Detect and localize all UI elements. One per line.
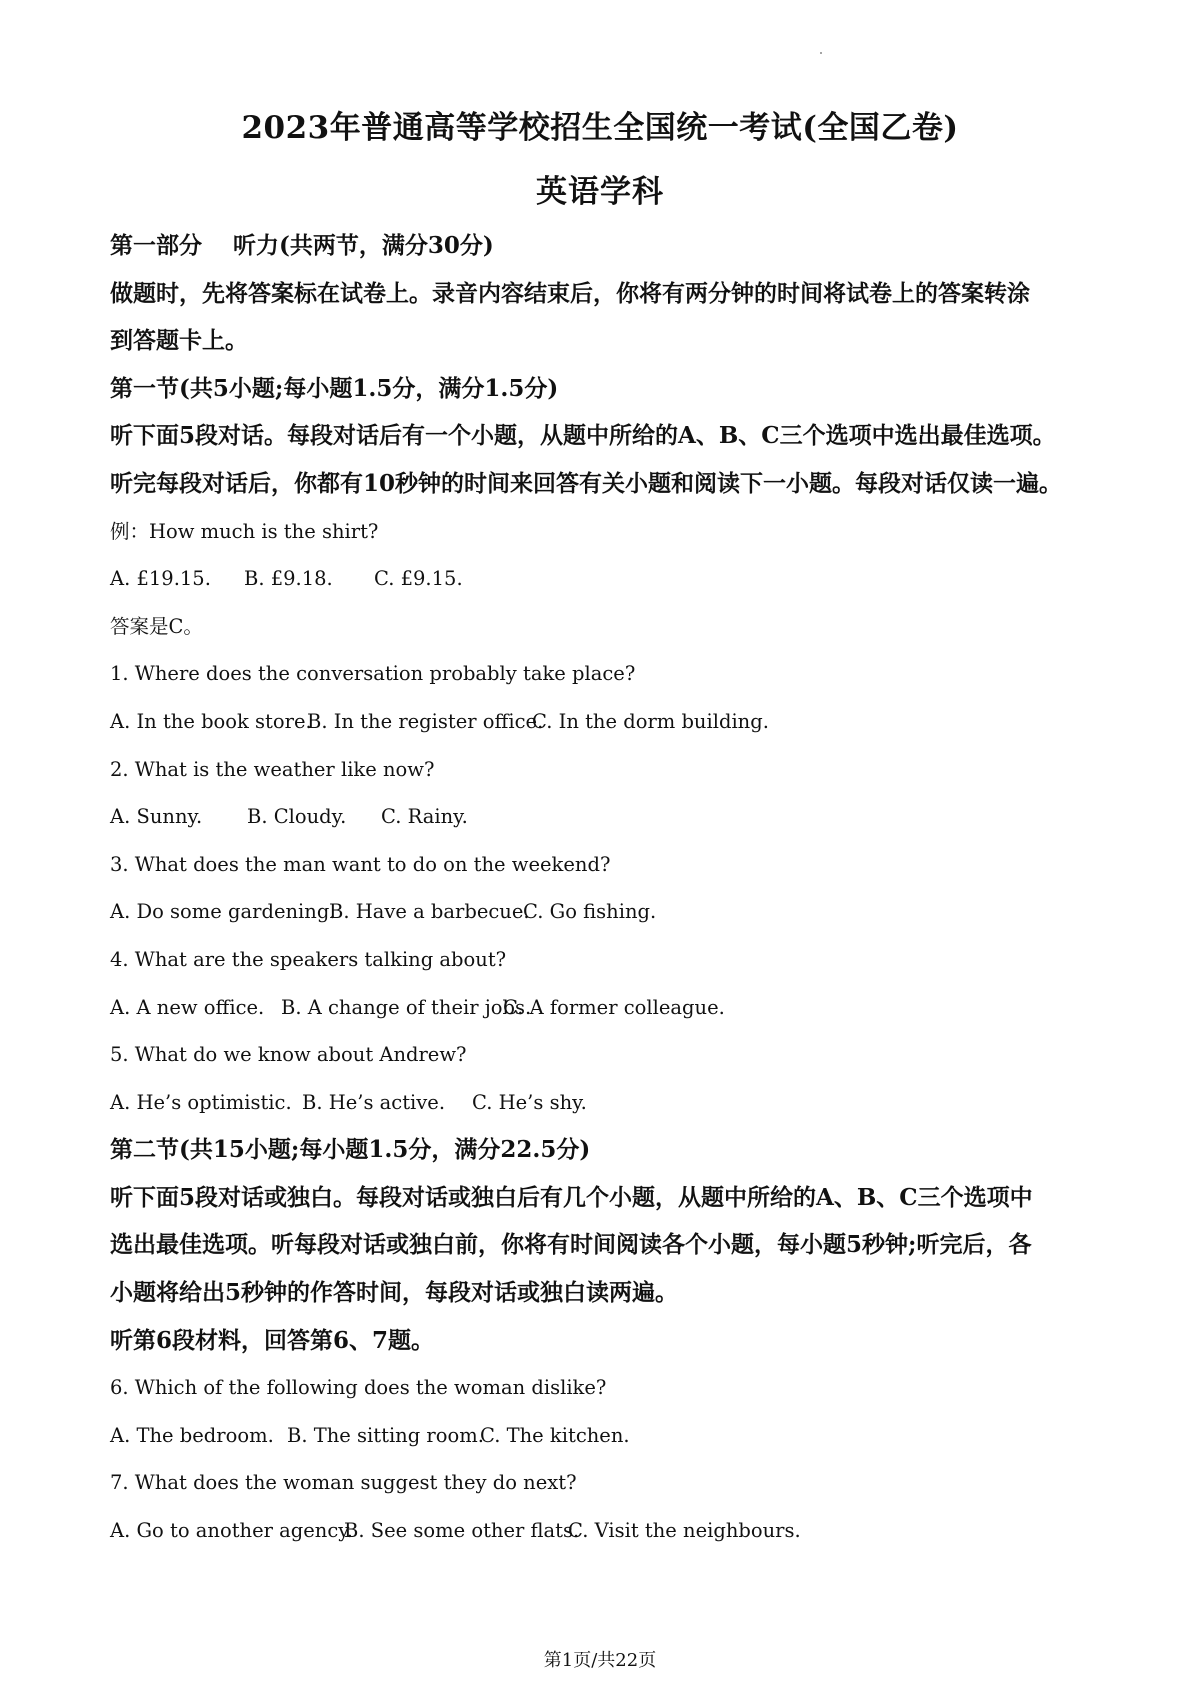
section1-instruction-line: 听下面5段对话。每段对话后有一个小题，从题中所给的A、B、C三个选项中选出最佳选项。 [110, 422, 1056, 450]
part1-instruction-line: 做题时，先将答案标在试卷上。录音内容结束后，你将有两分钟的时间将试卷上的答案转涂 [110, 279, 1030, 307]
option-a: A. A new office. [110, 995, 265, 1019]
question-text: 2. What is the weather like now? [110, 757, 435, 781]
section1-heading: 第一节(共5小题;每小题1.5分，满分1.5分) [110, 374, 559, 402]
question-text: 6. Which of the following does the woman dislike? [110, 1376, 607, 1400]
option-b: B. Cloudy. [247, 805, 347, 829]
option-c: C. Go fishing. [523, 900, 657, 924]
scan-dot [820, 52, 822, 54]
question-text: 1. Where does the conversation probably take place? [110, 662, 636, 686]
option-a: A. In the book store. [110, 709, 312, 733]
section2-instruction-line: 小题将给出5秒钟的作答时间，每段对话或独白读两遍。 [110, 1279, 679, 1307]
example-question: 例：How much is the shirt? [110, 519, 379, 543]
option-c: C. In the dorm building. [532, 709, 769, 733]
example-option-b: B. £9.18. [244, 567, 333, 591]
example-option-a: A. £19.15. [110, 567, 211, 591]
option-c: C. He’s shy. [472, 1090, 587, 1114]
example-option-c: C. £9.15. [374, 567, 463, 591]
option-b: B. Have a barbecue. [329, 900, 530, 924]
question-text: 3. What does the man want to do on the weekend? [110, 852, 611, 876]
question-options [110, 793, 1100, 841]
question-options [110, 984, 1100, 1032]
question-options [110, 698, 1100, 746]
part1-heading: 第一部分 听力(共两节，满分30分) [110, 232, 494, 259]
option-a: A. Sunny. [110, 805, 203, 829]
exam-title: 2023年普通高等学校招生全国统一考试(全国乙卷) [241, 110, 959, 146]
exam-subject: 英语学科 [536, 174, 664, 210]
example-answer: 答案是C。 [110, 614, 203, 638]
option-b: B. The sitting room. [287, 1423, 484, 1447]
material6-heading: 听第6段材料，回答第6、7题。 [110, 1326, 435, 1354]
option-c: C. Rainy. [381, 805, 468, 829]
question-options [110, 1507, 1100, 1555]
exam-content [110, 222, 1100, 1555]
example-options [110, 555, 1100, 603]
option-c: C. A former colleague. [503, 995, 725, 1019]
page-number-footer: 第1页/共22页 [543, 1650, 657, 1671]
question-text: 5. What do we know about Andrew? [110, 1043, 467, 1067]
question-text: 4. What are the speakers talking about? [110, 947, 507, 971]
option-c: C. The kitchen. [480, 1423, 630, 1447]
section1-instruction-line: 听完每段对话后，你都有10秒钟的时间来回答有关小题和阅读下一小题。每段对话仅读一遍。 [110, 469, 1063, 497]
option-a: A. Do some gardening. [110, 900, 336, 924]
question-options [110, 888, 1100, 936]
question-text: 7. What does the woman suggest they do next? [110, 1471, 577, 1495]
option-c: C. Visit the neighbours. [568, 1519, 801, 1543]
option-b: B. He’s active. [302, 1090, 446, 1114]
section2-instruction-line: 听下面5段对话或独白。每段对话或独白后有几个小题，从题中所给的A、B、C三个选项中 [110, 1183, 1033, 1211]
question-options [110, 1412, 1100, 1460]
option-b: B. See some other flats. [344, 1519, 580, 1543]
option-a: A. He’s optimistic. [110, 1090, 292, 1114]
section2-heading: 第二节(共15小题;每小题1.5分，满分22.5分) [110, 1136, 591, 1164]
question-options [110, 1079, 1100, 1127]
part1-instruction-line: 到答题卡上。 [110, 327, 248, 355]
option-b: B. A change of their jobs. [281, 995, 532, 1019]
option-a: A. The bedroom. [110, 1423, 274, 1447]
option-b: B. In the register office. [307, 709, 544, 733]
section2-instruction-line: 选出最佳选项。听每段对话或独白前，你将有时间阅读各个小题，每小题5秒钟;听完后，各 [110, 1231, 1032, 1259]
option-a: A. Go to another agency. [110, 1519, 353, 1543]
